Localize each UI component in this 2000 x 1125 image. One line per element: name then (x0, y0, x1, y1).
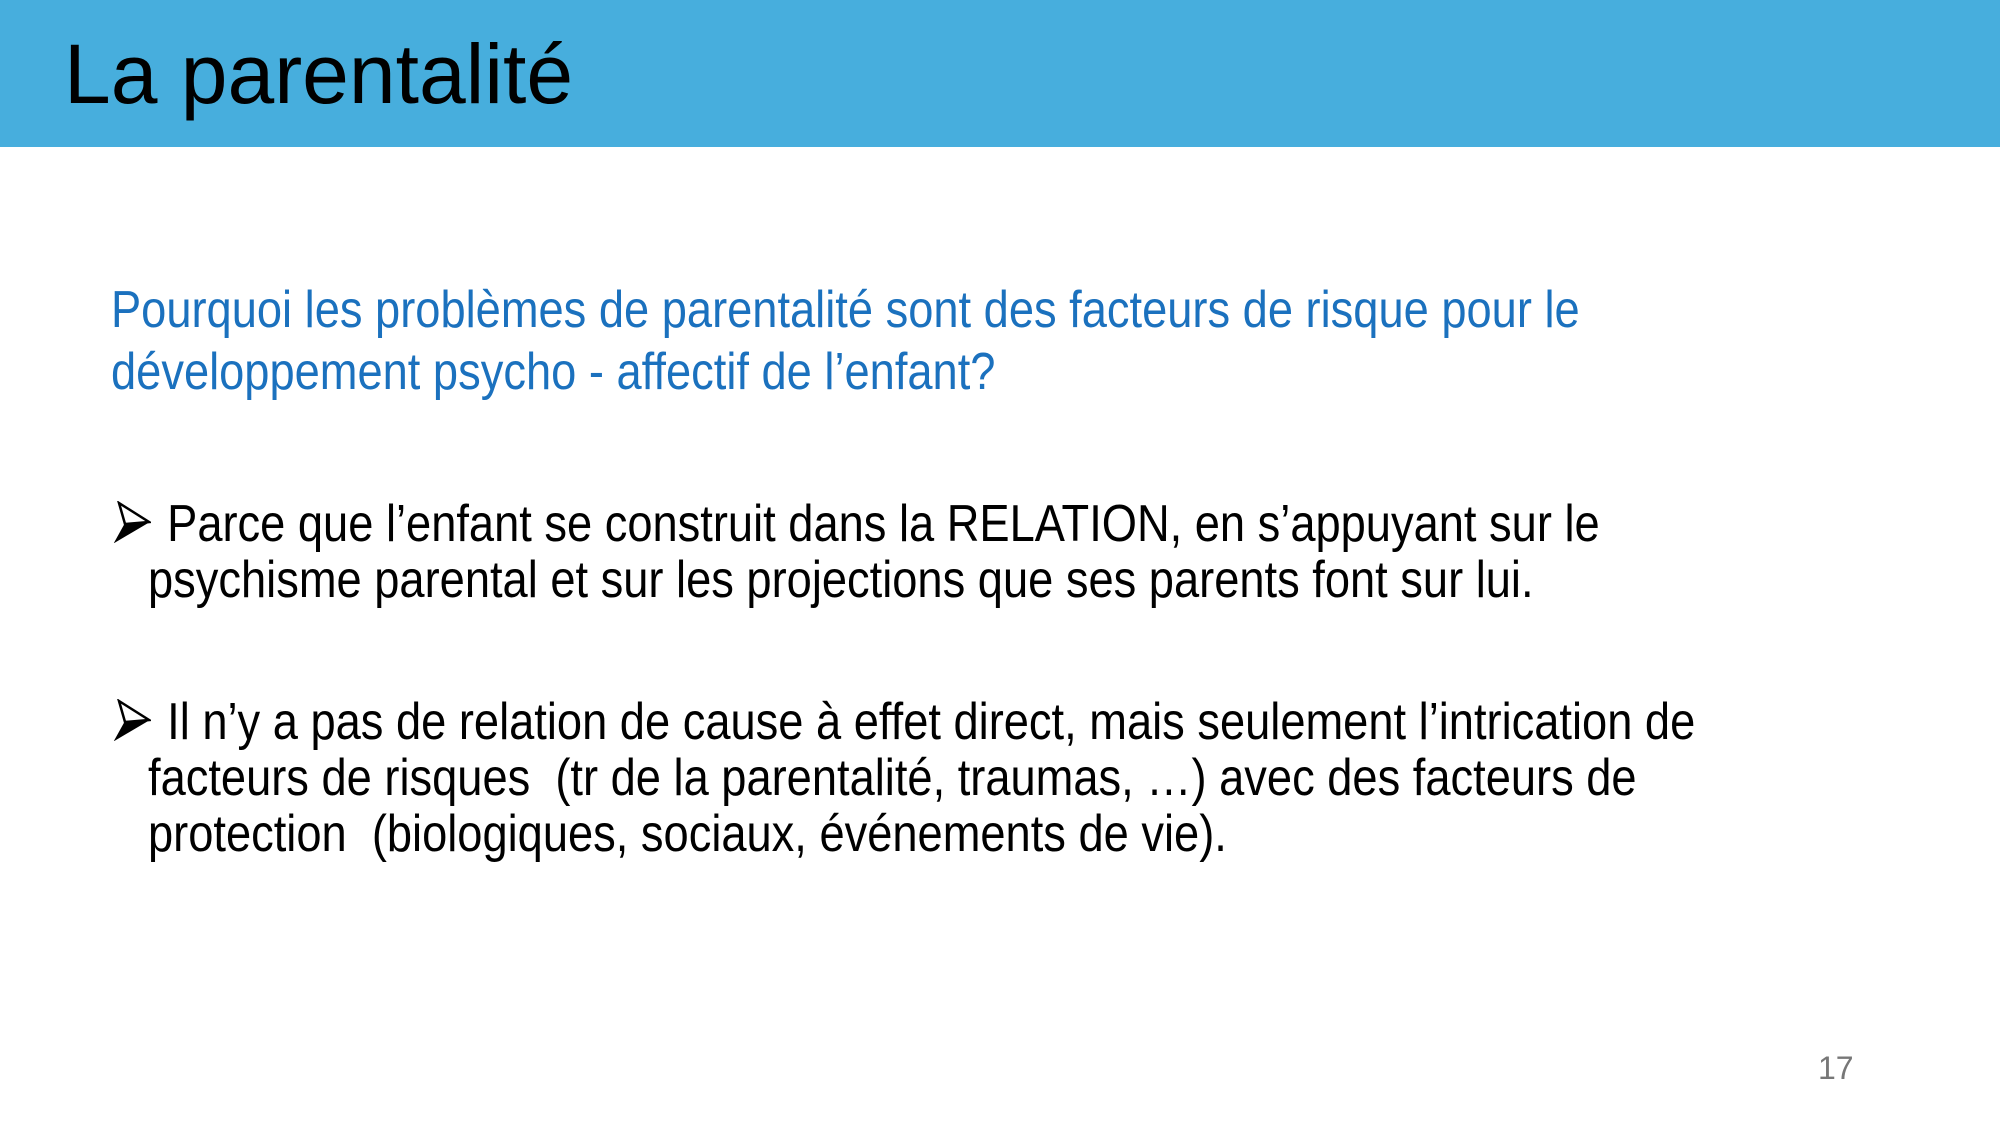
question-line: développement psycho - affectif de l’enfant? (111, 343, 996, 401)
bullet-item (113, 694, 1926, 862)
bullet-line: Il n’y a pas de relation de cause à effet direct, mais seulement l’intrication de (167, 693, 1696, 751)
question-line: Pourquoi les problèmes de parentalité sont des facteurs de risque pour le (111, 281, 1580, 339)
3d-right-arrowhead-icon (113, 699, 151, 741)
bullet-text (148, 496, 1600, 608)
bullet-item (113, 496, 1817, 608)
3d-right-arrowhead-icon (113, 501, 151, 543)
question-text (111, 279, 1580, 403)
bullet-line: protection (biologiques, sociaux, événements de vie). (148, 805, 1227, 863)
bullet-line: facteurs de risques (tr de la parentalité, traumas, …) avec des facteurs de (148, 749, 1637, 807)
page-title: La parentalité (64, 27, 574, 121)
bullet-line: psychisme parental et sur les projections que ses parents font sur lui. (148, 551, 1534, 609)
page-number: 17 (1818, 1050, 1854, 1086)
bullet-line: Parce que l’enfant se construit dans la RELATION, en s’appuyant sur le (167, 495, 1600, 553)
bullet-text (148, 694, 1695, 862)
